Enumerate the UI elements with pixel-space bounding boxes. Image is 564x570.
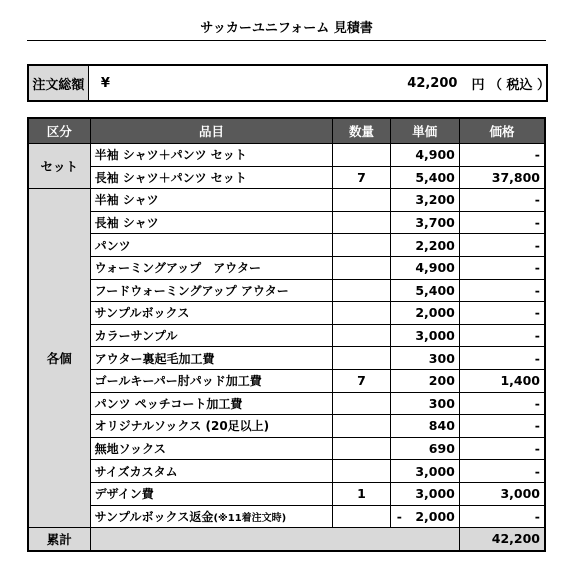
price-cell: - [459, 347, 545, 370]
item-cell: ゴールキーパー肘パッド加工費 [90, 369, 333, 392]
price-cell: 3,000 [459, 482, 545, 505]
sum-price: 42,200 [459, 528, 545, 551]
refund-item-label: サンプルボックス返金 [94, 509, 214, 524]
unit-price-cell: 5,400 [390, 166, 459, 189]
unit-price-cell: 200 [390, 369, 459, 392]
item-cell: パンツ [90, 234, 333, 257]
unit-price-cell: 3,000 [390, 324, 459, 347]
item-cell: パンツ ペッチコート加工費 [90, 392, 333, 415]
quantity-cell[interactable] [333, 302, 390, 325]
price-cell: - [459, 144, 545, 167]
header-item: 品目 [90, 118, 333, 144]
item-cell: サイズカスタム [90, 460, 333, 483]
header-price: 価格 [459, 118, 545, 144]
unit-price-cell: 3,000 [390, 460, 459, 483]
table-row [28, 166, 545, 189]
item-cell: 長袖 シャツ＋パンツ セット [90, 166, 333, 189]
item-cell: カラーサンプル [90, 324, 333, 347]
order-total-label: 注文総額 [29, 66, 89, 100]
quantity-cell[interactable] [333, 460, 390, 483]
table-row [28, 347, 545, 370]
table-row [28, 415, 545, 438]
quantity-cell[interactable] [333, 279, 390, 302]
quantity-cell[interactable] [333, 347, 390, 370]
header-quantity: 数量 [333, 118, 390, 144]
refund-item-note: (※11着注文時) [213, 512, 287, 524]
sum-row [28, 528, 545, 551]
price-cell: - [459, 189, 545, 212]
unit-price-cell: 5,400 [390, 279, 459, 302]
price-cell: - [459, 279, 545, 302]
table-row [28, 256, 545, 279]
table-row [28, 189, 545, 212]
order-total-amount: 42,200 [407, 75, 458, 91]
unit-price-cell: 2,200 [390, 234, 459, 257]
unit-price-cell: 3,700 [390, 211, 459, 234]
quantity-cell[interactable] [333, 392, 390, 415]
page-title: サッカーユニフォーム 見積書 [27, 18, 546, 41]
table-row [28, 302, 545, 325]
table-row [28, 369, 545, 392]
header-category: 区分 [28, 118, 90, 144]
item-cell: アウター裏起毛加工費 [90, 347, 333, 370]
negative-sign: - [396, 508, 402, 524]
table-row [28, 437, 545, 460]
quantity-cell[interactable]: 7 [333, 369, 390, 392]
price-cell: - [459, 256, 545, 279]
price-cell: 1,400 [459, 369, 545, 392]
currency-symbol: ¥ [100, 75, 110, 91]
table-row [28, 279, 545, 302]
estimate-table [27, 117, 546, 552]
item-cell: デザイン費 [90, 482, 333, 505]
refund-unit-value: 2,000 [415, 508, 455, 524]
item-cell: フードウォーミングアップ アウター [90, 279, 333, 302]
item-cell: 半袖 シャツ [90, 189, 333, 212]
unit-price-cell: 300 [390, 392, 459, 415]
table-row [28, 324, 545, 347]
price-cell: - [459, 437, 545, 460]
unit-price-cell: 840 [390, 415, 459, 438]
unit-price-cell: 4,900 [390, 144, 459, 167]
table-row [28, 144, 545, 167]
sum-label: 累計 [28, 528, 90, 551]
unit-price-cell: 300 [390, 347, 459, 370]
item-cell: 無地ソックス [90, 437, 333, 460]
quantity-cell[interactable] [333, 144, 390, 167]
order-total-box [27, 64, 551, 102]
unit-price-cell: 690 [390, 437, 459, 460]
table-header-row [28, 118, 545, 144]
price-cell: - [459, 302, 545, 325]
item-cell: サンプルボックス [90, 302, 333, 325]
table-row [28, 482, 545, 505]
item-cell: オリジナルソックス (20足以上) [90, 415, 333, 438]
item-cell: 長袖 シャツ [90, 211, 333, 234]
item-cell: 半袖 シャツ＋パンツ セット [90, 144, 333, 167]
price-cell: - [459, 234, 545, 257]
category-individual: 各個 [28, 189, 90, 528]
quantity-cell[interactable]: 1 [333, 482, 390, 505]
unit-price-cell: 3,000 [390, 482, 459, 505]
table-row [28, 392, 545, 415]
quantity-cell[interactable]: 7 [333, 166, 390, 189]
unit-price-cell: 3,200 [390, 189, 459, 212]
quantity-cell[interactable] [333, 234, 390, 257]
category-set: セット [28, 144, 90, 189]
price-cell: - [459, 211, 545, 234]
quantity-cell[interactable] [333, 324, 390, 347]
unit-price-cell: 2,000 [390, 302, 459, 325]
price-cell: - [459, 415, 545, 438]
price-cell: - [459, 392, 545, 415]
price-cell: - [459, 324, 545, 347]
table-row [28, 234, 545, 257]
quantity-cell[interactable] [333, 437, 390, 460]
price-cell: - [459, 505, 545, 528]
table-row [28, 460, 545, 483]
unit-price-cell [390, 505, 459, 528]
item-cell: ウォーミングアップ アウター [90, 256, 333, 279]
refund-item-cell [90, 505, 333, 528]
table-row [28, 211, 545, 234]
header-unit-price: 単価 [390, 118, 459, 144]
order-total-unit: 円 （ 税込 ） [471, 77, 551, 93]
quantity-cell[interactable] [333, 189, 390, 212]
quantity-cell[interactable] [333, 211, 390, 234]
quantity-cell[interactable] [333, 256, 390, 279]
price-cell: 37,800 [459, 166, 545, 189]
table-row [28, 505, 545, 528]
unit-price-cell: 4,900 [390, 256, 459, 279]
quantity-cell[interactable] [333, 505, 390, 528]
sum-blank [90, 528, 459, 551]
quantity-cell[interactable] [333, 415, 390, 438]
price-cell: - [459, 460, 545, 483]
